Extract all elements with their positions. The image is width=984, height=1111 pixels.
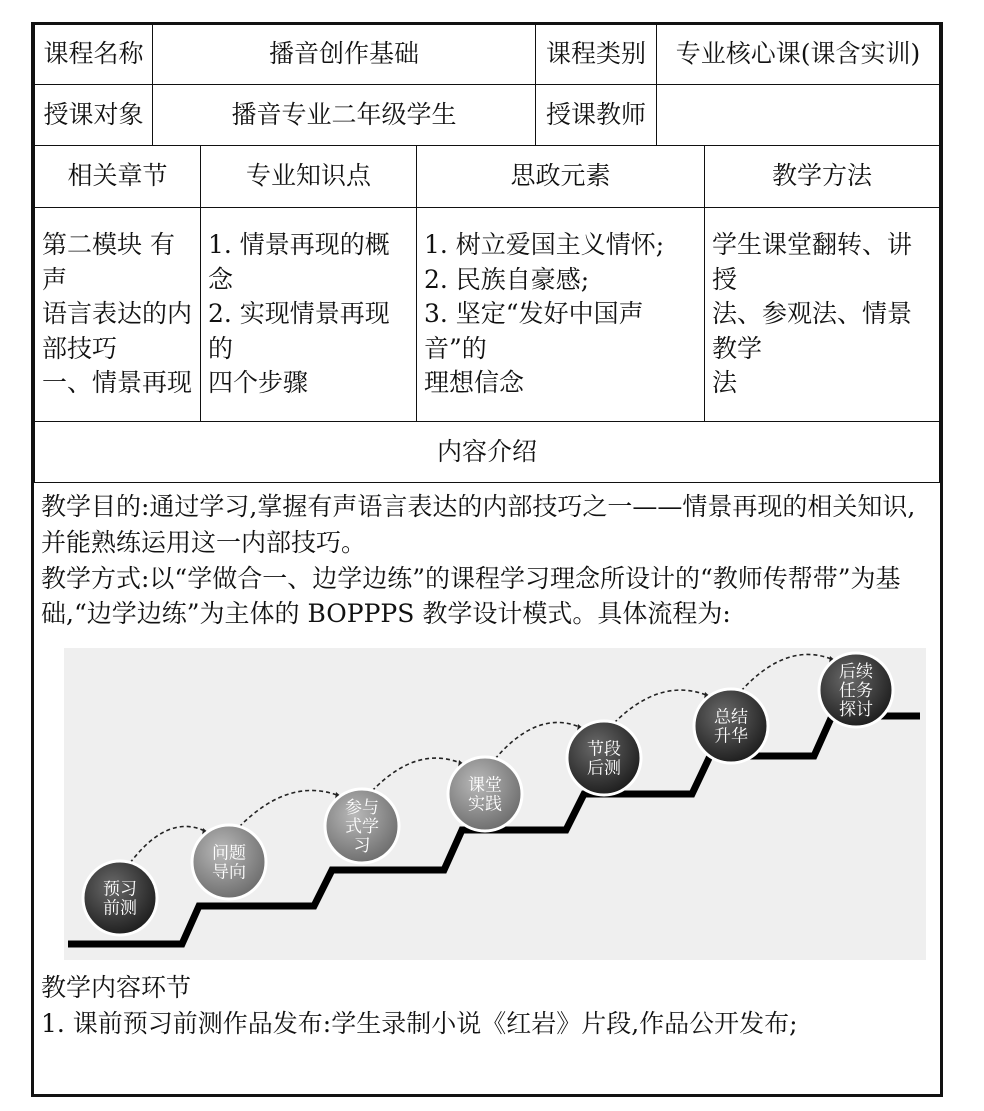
teaching-goal: 教学目的:通过学习,掌握有声语言表达的内部技巧之一——情景再现的相关知识,并能熟练运用这一内部技巧。 — [41, 492, 916, 557]
section-title: 教学内容环节 — [41, 973, 192, 1002]
method-line: 法 — [712, 368, 738, 398]
method-cell — [705, 208, 940, 422]
flow-step-label: 总结 — [714, 707, 748, 728]
flow-step — [325, 789, 399, 863]
ideology-line: 3. 坚定“发好中国声音”的 — [424, 299, 644, 363]
content-item-1: 1. 课前预习前测作品发布:学生录制小说《红岩》片段,作品公开发布; — [41, 1008, 798, 1038]
flow-step-label: 习 — [353, 836, 371, 856]
flow-step-label: 实践 — [468, 794, 502, 815]
knowledge-header: 专业知识点 — [201, 146, 417, 208]
chapter-line: 部技巧 — [42, 333, 118, 363]
knowledge-cell — [201, 208, 417, 422]
knowledge-line: 1. 情景再现的概念 — [208, 230, 390, 294]
flow-step-label: 预习 — [103, 879, 137, 900]
knowledge-line: 四个步骤 — [208, 368, 309, 398]
teaching-approach: 教学方式:以“学做合一、边学边练”的课程学习理念所设计的“教师传帮带”为基础,“边学边练”为主体的 BOPPPS 教学设计模式。具体流程为: — [41, 563, 901, 629]
ideology-header: 思政元素 — [417, 146, 705, 208]
flow-step-label: 前测 — [103, 898, 137, 919]
ideology-cell — [417, 208, 705, 422]
flow-step-label: 导向 — [212, 862, 246, 883]
course-design-sheet — [31, 22, 943, 1097]
chapter-line: 一、情景再现 — [42, 368, 193, 398]
lesson-detail-table — [34, 145, 940, 483]
method-header: 教学方法 — [705, 146, 940, 208]
ideology-line: 2. 民族自豪感; — [424, 264, 590, 294]
flow-step-label: 后测 — [587, 758, 621, 779]
flow-step-label: 课堂 — [468, 775, 502, 796]
flow-step — [567, 721, 641, 795]
course-type-label: 课程类别 — [536, 25, 657, 85]
flow-step-label: 后续 — [839, 662, 873, 682]
chapter-line: 语言表达的内 — [42, 299, 193, 329]
boppps-flow-diagram — [64, 648, 926, 960]
stairs-graphic — [64, 648, 926, 960]
method-line: 学生课堂翻转、讲授 — [712, 230, 913, 294]
content-section — [34, 483, 940, 1042]
flow-step-label: 式学 — [345, 817, 379, 837]
course-type-value: 专业核心课(课含实训) — [657, 25, 940, 85]
intro-title: 内容介绍 — [35, 422, 940, 483]
chapter-header: 相关章节 — [35, 146, 201, 208]
method-line: 法、参观法、情景教学 — [712, 299, 913, 363]
flow-step — [694, 689, 768, 763]
flow-step-label: 参与 — [345, 798, 379, 818]
teacher-value — [657, 85, 940, 146]
flow-step-label: 问题 — [212, 843, 246, 864]
course-name-value: 播音创作基础 — [153, 25, 536, 85]
ideology-line: 理想信念 — [424, 368, 525, 398]
flow-step-label: 任务 — [839, 681, 873, 701]
flow-step — [83, 861, 157, 935]
teacher-label: 授课教师 — [536, 85, 657, 146]
flow-step — [192, 825, 266, 899]
knowledge-line: 2. 实现情景再现的 — [208, 299, 390, 363]
flow-step-label: 节段 — [587, 739, 621, 760]
ideology-line: 1. 树立爱国主义情怀; — [424, 230, 665, 260]
flow-step — [448, 757, 522, 831]
course-name-label: 课程名称 — [35, 25, 153, 85]
course-info-table — [34, 24, 940, 146]
flow-step-label: 探讨 — [839, 700, 873, 720]
chapter-cell — [35, 208, 201, 422]
flow-step-label: 升华 — [714, 726, 748, 747]
chapter-line: 第二模块 有声 — [42, 230, 175, 294]
audience-label: 授课对象 — [35, 85, 153, 146]
flow-step — [819, 653, 893, 727]
audience-value: 播音专业二年级学生 — [153, 85, 536, 146]
